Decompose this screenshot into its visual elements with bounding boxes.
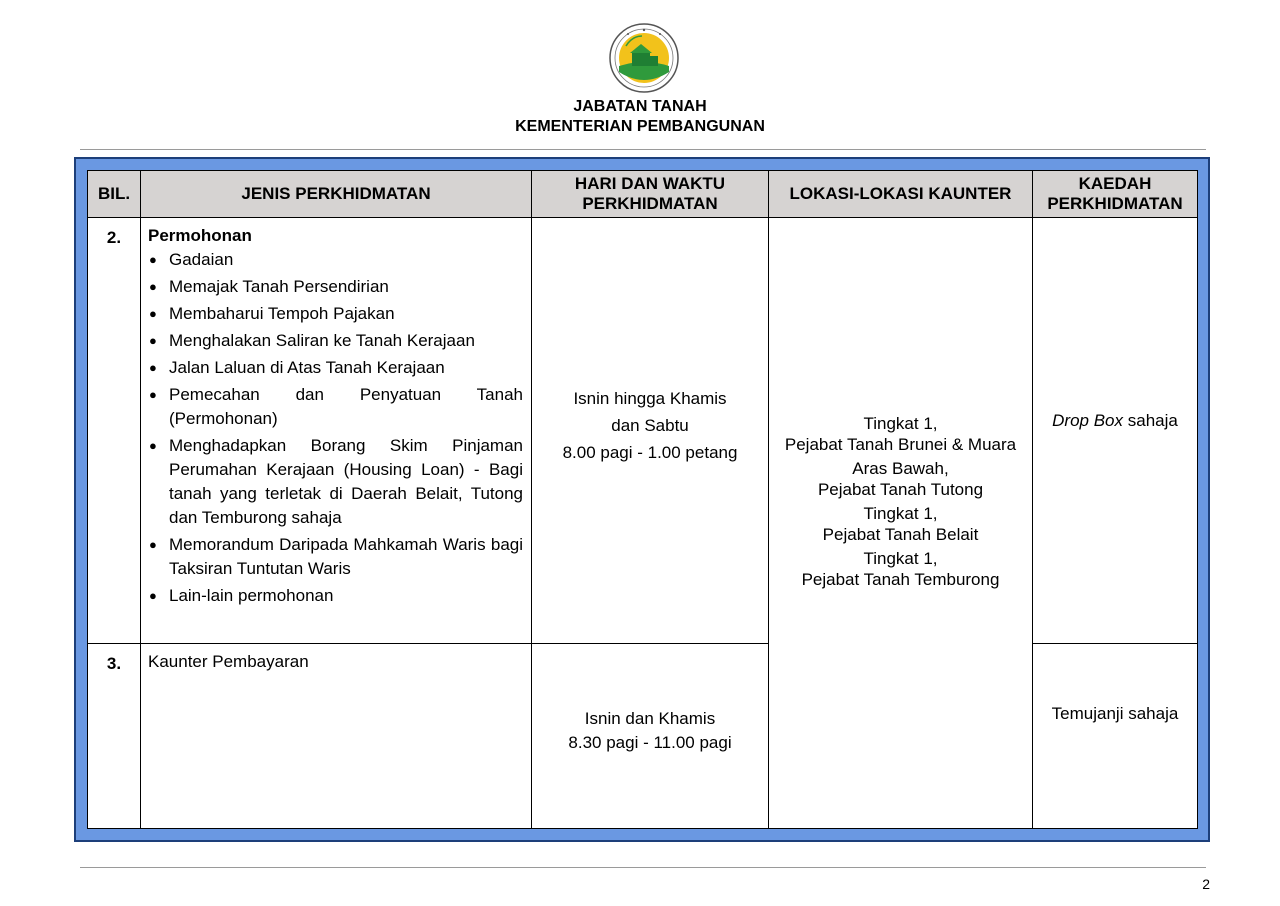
bottom-divider [80,867,1206,868]
list-item: ● Menghalakan Saliran ke Tanah Kerajaan [148,329,523,353]
location-office: Pejabat Tanah Belait [822,525,979,544]
location-belait [769,503,1032,545]
location-brunei-muara [769,413,1032,455]
method-text: sahaja [1123,410,1178,430]
location-floor: Tingkat 1, [863,504,938,523]
jabatan-tanah-logo-icon [608,22,680,94]
hours-days: Isnin dan Khamis [584,709,716,729]
location-office: Pejabat Tanah Tutong [817,480,984,499]
hours-time: 8.30 pagi - 11.00 pagi [568,733,732,753]
service-cell [141,644,532,829]
header-title-line1: JABATAN TANAH [573,98,707,115]
list-item: ● Memajak Tanah Persendirian [148,275,523,299]
header-title-line2: KEMENTERIAN PEMBANGUNAN [515,118,765,135]
column-header-method: KAEDAH PERKHIDMATAN [1033,171,1198,218]
top-divider [80,149,1206,150]
list-item: ● Menghadapkan Borang Skim Pinjaman Perumahan Kerajaan (Housing Loan) - Bagi tanah yang terletak di Daerah Belait, Tutong dan Temburong sahaja [148,434,523,530]
column-header-hours: HARI DAN WAKTU PERKHIDMATAN [532,171,769,218]
service-title: Permohonan [148,226,252,245]
locations-cell [769,218,1033,829]
list-item: ● Gadaian [148,248,523,272]
list-item: ● Jalan Laluan di Atas Tanah Kerajaan [148,356,523,380]
location-floor: Aras Bawah, [852,459,949,478]
service-cell [141,218,532,644]
location-office: Pejabat Tanah Temburong [801,570,1000,589]
service-title: Kaunter Pembayaran [148,652,309,672]
method-emphasis: Drop Box [1052,410,1124,430]
table-row [88,218,1198,644]
services-table [87,170,1198,829]
location-tutong [769,458,1032,500]
column-header-service: JENIS PERKHIDMATAN [141,171,532,218]
hours-cell [532,644,769,829]
column-header-locations: LOKASI-LOKASI KAUNTER [769,171,1033,218]
list-item: ● Membaharui Tempoh Pajakan [148,302,523,326]
list-item: ● Lain-lain permohonan [148,584,523,608]
hours-time: 8.00 pagi - 1.00 petang [562,443,738,463]
list-item: ● Memorandum Daripada Mahkamah Waris bagi Taksiran Tuntutan Waris [148,533,523,581]
table-frame [74,157,1210,842]
service-list [148,248,523,608]
hours-cell [532,218,769,644]
column-header-bil: BIL. [88,171,141,218]
method-cell: Temujanji sahaja [1033,644,1198,829]
location-temburong [769,548,1032,590]
page-number: 2 [1202,876,1210,892]
row-number: 2. [88,218,141,644]
hours-days-extra: dan Sabtu [611,416,689,436]
location-floor: Tingkat 1, [863,414,938,433]
row-number: 3. [88,644,141,829]
method-cell [1033,218,1198,644]
table-header-row [88,171,1198,218]
hours-days: Isnin hingga Khamis [573,389,727,409]
list-item: ● Pemecahan dan Penyatuan Tanah (Permohonan) [148,383,523,431]
location-floor: Tingkat 1, [863,549,938,568]
location-office: Pejabat Tanah Brunei & Muara [784,435,1017,454]
